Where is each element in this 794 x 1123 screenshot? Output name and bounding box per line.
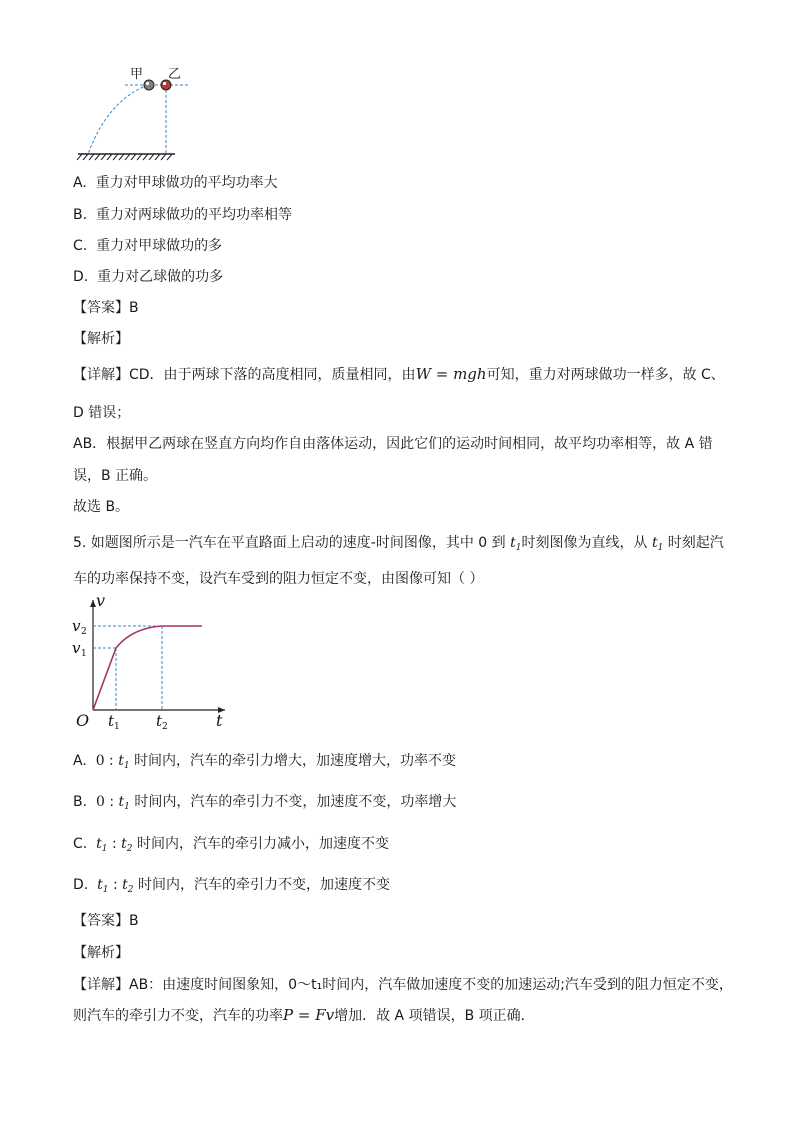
option-text: 时间内，汽车的牵引力不变，加速度不变 — [137, 877, 390, 893]
q5-option-d: D. $t_1$ : $t_2$ 时间内，汽车的牵引力不变，加速度不变 — [73, 877, 390, 895]
t1-symbol: t — [510, 535, 516, 551]
option-text: 重力对乙球做的功多 — [97, 269, 224, 285]
q4-conclusion: 故选 B。 — [73, 499, 130, 515]
q4-answer — [73, 297, 139, 317]
detail-text: 可知，重力对两球做功一样多，故 C、 — [486, 367, 725, 383]
answer-tag: 【答案】 — [73, 913, 129, 929]
range-start: 1 — [102, 885, 109, 895]
q5-option-b: B. 0 : $t_1$ 时间内，汽车的牵引力不变，加速度不变，功率增大 — [73, 794, 457, 812]
range-end: 1 — [124, 802, 130, 812]
detail-tag: 【详解】 — [73, 977, 129, 993]
q5-detail-line1 — [73, 974, 733, 994]
ball-label-yi: 乙 — [168, 67, 182, 82]
option-letter: D. — [73, 269, 89, 285]
q4-option-d — [73, 266, 223, 286]
q5-stem-line1 — [73, 532, 724, 553]
v2-label: v — [72, 617, 81, 635]
option-text: 重力对甲球做功的多 — [96, 238, 223, 254]
stem-text: 时刻起汽 — [667, 535, 724, 551]
t2-subscript: 2 — [162, 722, 168, 730]
option-letter: A. — [73, 753, 87, 769]
origin-label: O — [76, 711, 90, 730]
answer-value: B — [129, 913, 139, 929]
v1-subscript: 1 — [81, 649, 87, 659]
work-formula: W = mgh — [415, 365, 487, 383]
detail-text: CD．由于两球下落的高度相同，质量相同，由 — [129, 367, 416, 383]
q5-detail-line2 — [73, 1005, 535, 1025]
v1-label: v — [72, 639, 81, 657]
ball-label-jia: 甲 — [130, 67, 144, 82]
option-text: 重力对两球做功的平均功率相等 — [95, 207, 292, 223]
range-end: 2 — [127, 885, 134, 895]
option-letter: D. — [73, 877, 89, 893]
t1-symbol: t — [651, 535, 658, 551]
stem-text: 5. 如题图所示是一汽车在平直路面上启动的速度-时间图像，其中 0 到 — [73, 535, 506, 551]
range-end: 1 — [123, 761, 130, 771]
range-start: 1 — [101, 844, 108, 854]
t1-subscript: 1 — [114, 722, 120, 730]
detail-text: 则汽车的牵引力不变，汽车的功率 — [73, 1008, 283, 1024]
q5-stem-line2: 车的功率保持不变，设汽车受到的阻力恒定不变，由图像可知（ ） — [73, 571, 484, 587]
option-letter: B. — [73, 794, 88, 810]
two-balls-figure — [70, 60, 190, 165]
option-letter: C. — [73, 238, 88, 254]
power-formula: P = Fv — [283, 1006, 335, 1024]
range-start: 0 — [95, 753, 105, 769]
option-letter: C. — [73, 836, 88, 852]
option-letter: B. — [73, 207, 88, 223]
q5-option-a: A. 0 : $t_1$ 时间内，汽车的牵引力增大，加速度增大，功率不变 — [73, 753, 457, 771]
detail-tag: 【详解】 — [73, 367, 129, 383]
answer-value: B — [129, 300, 139, 316]
option-letter: A. — [73, 175, 87, 191]
stem-text: 时刻图像为直线，从 — [521, 535, 648, 551]
option-text: 时间内，汽车的牵引力增大，加速度增大，功率不变 — [134, 753, 457, 769]
q4-detail-line4: 误，B 正确。 — [73, 468, 158, 484]
q4-detail-line1 — [73, 364, 725, 384]
q5-analysis-tag: 【解析】 — [73, 945, 129, 961]
range-end: 2 — [126, 844, 133, 854]
q5-option-c: C. $t_1$ : $t_2$ 时间内，汽车的牵引力减小，加速度不变 — [73, 836, 389, 854]
range-start: 0 — [95, 794, 105, 810]
subscript: 1 — [657, 543, 664, 553]
q4-detail-line2: D 错误； — [73, 405, 131, 421]
t2-label: t — [156, 712, 163, 730]
q4-analysis-tag: 【解析】 — [73, 331, 129, 347]
answer-tag: 【答案】 — [73, 300, 129, 316]
velocity-time-graph — [70, 592, 240, 730]
option-text: 重力对甲球做功的平均功率大 — [95, 175, 278, 191]
q4-detail-line3: AB．根据甲乙两球在竖直方向均作自由落体运动，因此它们的运动时间相同，故平均功率相等，故 A 错 — [73, 436, 713, 452]
detail-text: AB：由速度时间图象知，0～t₁时间内，汽车做加速度不变的加速运动;汽车受到的阻力恒定不变， — [129, 977, 733, 993]
q5-answer — [73, 910, 139, 930]
q4-option-b — [73, 204, 292, 224]
v2-subscript: 2 — [81, 627, 87, 637]
subscript: 1 — [515, 543, 522, 553]
q4-option-c — [73, 235, 222, 255]
detail-text: 增加．故 A 项错误，B 项正确． — [334, 1008, 535, 1024]
y-axis-label: v — [96, 592, 106, 610]
q4-option-a — [73, 172, 278, 192]
option-text: 时间内，汽车的牵引力减小，加速度不变 — [136, 836, 389, 852]
t1-label: t — [108, 712, 115, 730]
x-axis-label: t — [216, 711, 223, 730]
option-text: 时间内，汽车的牵引力不变，加速度不变，功率增大 — [134, 794, 457, 810]
